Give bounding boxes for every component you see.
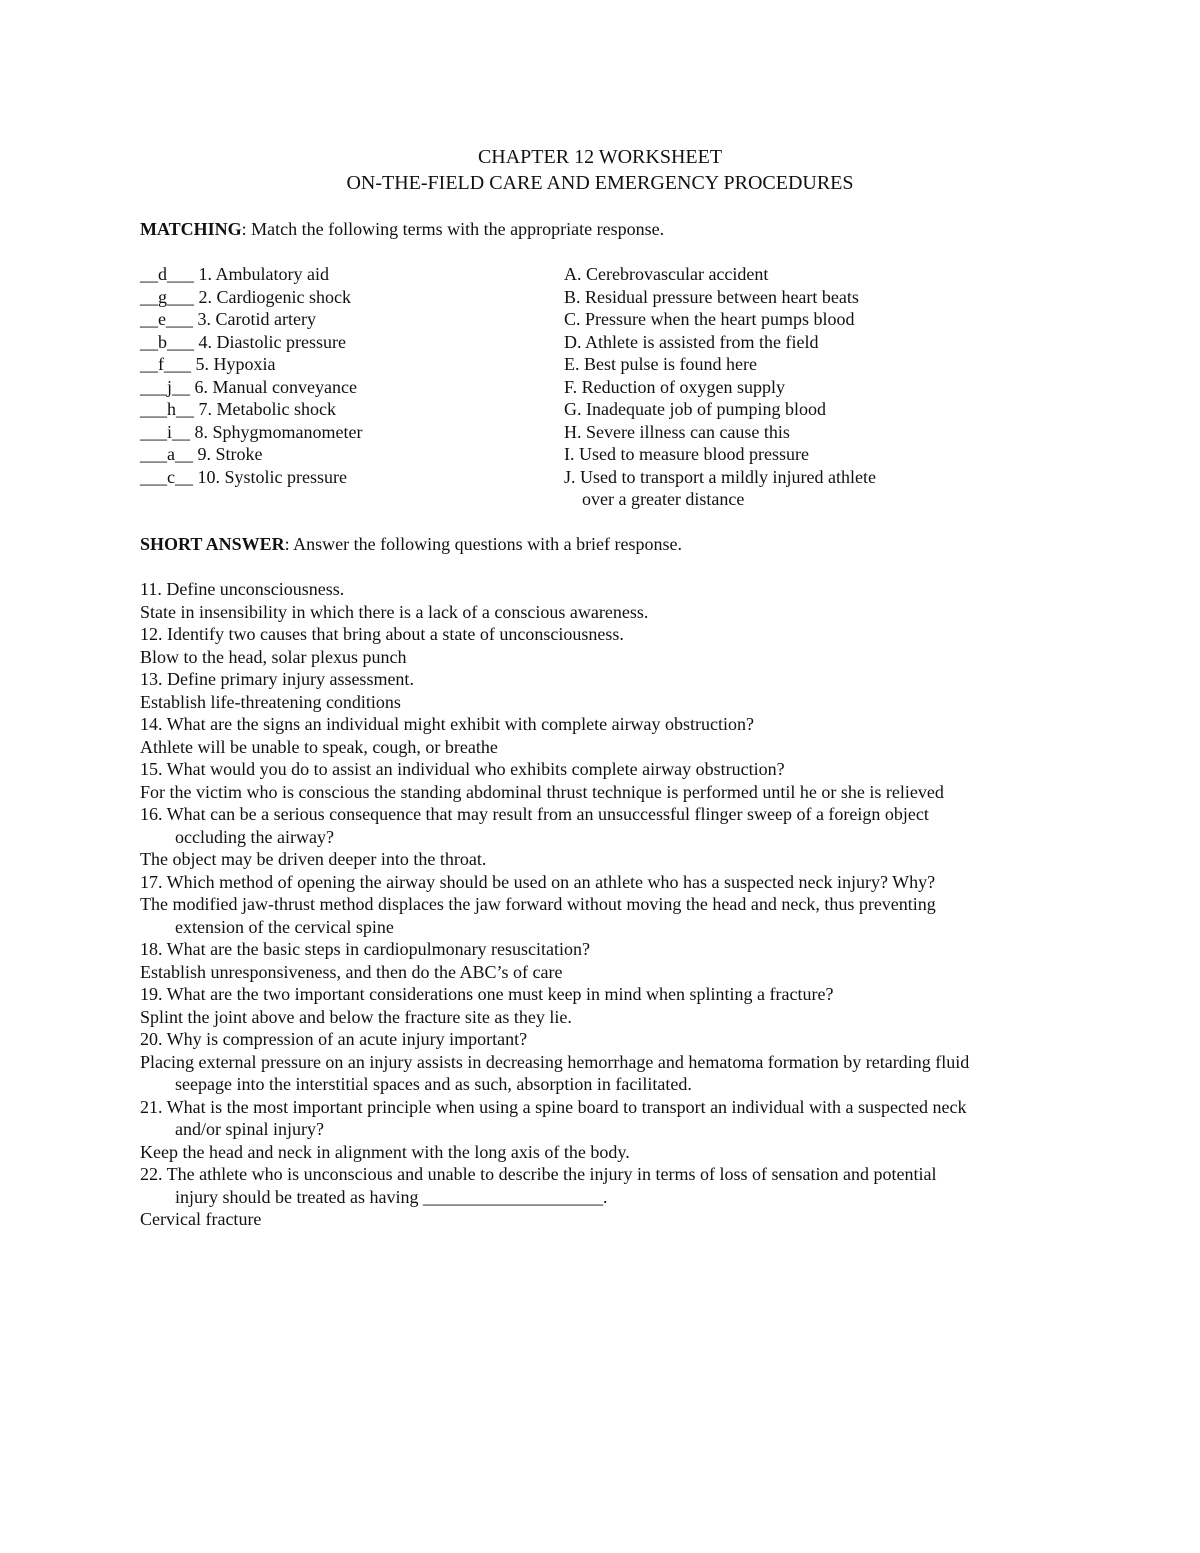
matching-term: __b___ 4. Diastolic pressure [140, 331, 346, 352]
answer-17: The modified jaw-thrust method displaces the jaw forward without moving the head and neck, thus preventing [140, 894, 936, 914]
short-answer-label: SHORT ANSWER [140, 534, 285, 554]
question-18: 18. What are the basic steps in cardiopulmonary resuscitation? [140, 939, 591, 959]
short-answer-heading [140, 533, 682, 556]
answer-20-continuation: seepage into the interstitial spaces and as such, absorption in facilitated. [175, 1074, 692, 1094]
matching-term: ___j__ 6. Manual conveyance [140, 376, 357, 397]
question-11: 11. Define unconsciousness. [140, 579, 345, 599]
matching-term: __f___ 5. Hypoxia [140, 354, 276, 374]
worksheet-subtitle: ON-THE-FIELD CARE AND EMERGENCY PROCEDURES [346, 172, 854, 194]
question-13: 13. Define primary injury assessment. [140, 669, 414, 689]
answer-13: Establish life-threatening conditions [140, 691, 401, 712]
matching-response: D. Athlete is assisted from the field [564, 331, 819, 352]
question-16-continuation: occluding the airway? [175, 826, 334, 847]
answer-22: Cervical fracture [140, 1209, 262, 1229]
matching-response: E. Best pulse is found here [564, 354, 757, 374]
matching-response-continuation: over a greater distance [582, 489, 745, 509]
matching-heading [140, 218, 664, 241]
answer-11: State in insensibility in which there is a lack of a conscious awareness. [140, 601, 649, 622]
matching-response: B. Residual pressure between heart beats [564, 286, 859, 307]
matching-term: __e___ 3. Carotid artery [140, 309, 316, 329]
matching-response: C. Pressure when the heart pumps blood [564, 309, 855, 329]
answer-19: Splint the joint above and below the fracture site as they lie. [140, 1006, 572, 1027]
matching-response: I. Used to measure blood pressure [564, 444, 809, 464]
matching-label: MATCHING [140, 219, 242, 239]
matching-term: ___h__ 7. Metabolic shock [140, 399, 336, 419]
answer-16: The object may be driven deeper into the throat. [140, 849, 487, 869]
question-12: 12. Identify two causes that bring about a state of unconsciousness. [140, 624, 624, 644]
question-16: 16. What can be a serious consequence that may result from an unsuccessful flinger sweep of a foreign object [140, 804, 929, 824]
matching-response: F. Reduction of oxygen supply [564, 376, 786, 397]
question-21: 21. What is the most important principle when using a spine board to transport an individual with a suspected neck [140, 1096, 967, 1117]
matching-response: J. Used to transport a mildly injured athlete [564, 466, 876, 487]
question-22-continuation: injury should be treated as having ____________________. [175, 1186, 608, 1207]
matching-instruction: : Match the following terms with the appropriate response. [241, 219, 665, 239]
matching-term: ___c__ 10. Systolic pressure [140, 466, 347, 487]
question-19: 19. What are the two important considerations one must keep in mind when splinting a fracture? [140, 984, 834, 1004]
answer-14: Athlete will be unable to speak, cough, or breathe [140, 736, 498, 757]
question-21-continuation: and/or spinal injury? [175, 1119, 324, 1139]
short-answer-list [140, 578, 1040, 1231]
answer-12: Blow to the head, solar plexus punch [140, 646, 407, 667]
answer-18: Establish unresponsiveness, and then do the ABC’s of care [140, 961, 563, 982]
matching-term: ___a__ 9. Stroke [140, 444, 263, 464]
matching-responses-list [564, 263, 1084, 511]
worksheet-title: CHAPTER 12 WORKSHEET [477, 146, 723, 168]
matching-term: __d___ 1. Ambulatory aid [140, 264, 329, 284]
answer-21: Keep the head and neck in alignment with the long axis of the body. [140, 1141, 630, 1162]
question-15: 15. What would you do to assist an individual who exhibits complete airway obstruction? [140, 759, 785, 779]
matching-terms-list [140, 263, 550, 488]
question-17: 17. Which method of opening the airway should be used on an athlete who has a suspected neck injury? Why? [140, 871, 936, 892]
question-14: 14. What are the signs an individual might exhibit with complete airway obstruction? [140, 714, 755, 734]
matching-response: A. Cerebrovascular accident [564, 264, 769, 284]
answer-15: For the victim who is conscious the standing abdominal thrust technique is performed until he or she is relieved [140, 781, 944, 802]
answer-20: Placing external pressure on an injury assists in decreasing hemorrhage and hematoma formation by retarding fluid [140, 1051, 970, 1072]
matching-term: __g___ 2. Cardiogenic shock [140, 286, 351, 307]
matching-response: G. Inadequate job of pumping blood [564, 399, 826, 419]
question-22: 22. The athlete who is unconscious and unable to describe the injury in terms of loss of sensation and potential [140, 1164, 937, 1184]
question-20: 20. Why is compression of an acute injury important? [140, 1029, 528, 1049]
answer-17-continuation: extension of the cervical spine [175, 916, 394, 937]
matching-term: ___i__ 8. Sphygmomanometer [140, 421, 363, 442]
matching-response: H. Severe illness can cause this [564, 421, 790, 442]
short-answer-instruction: : Answer the following questions with a brief response. [284, 534, 683, 554]
